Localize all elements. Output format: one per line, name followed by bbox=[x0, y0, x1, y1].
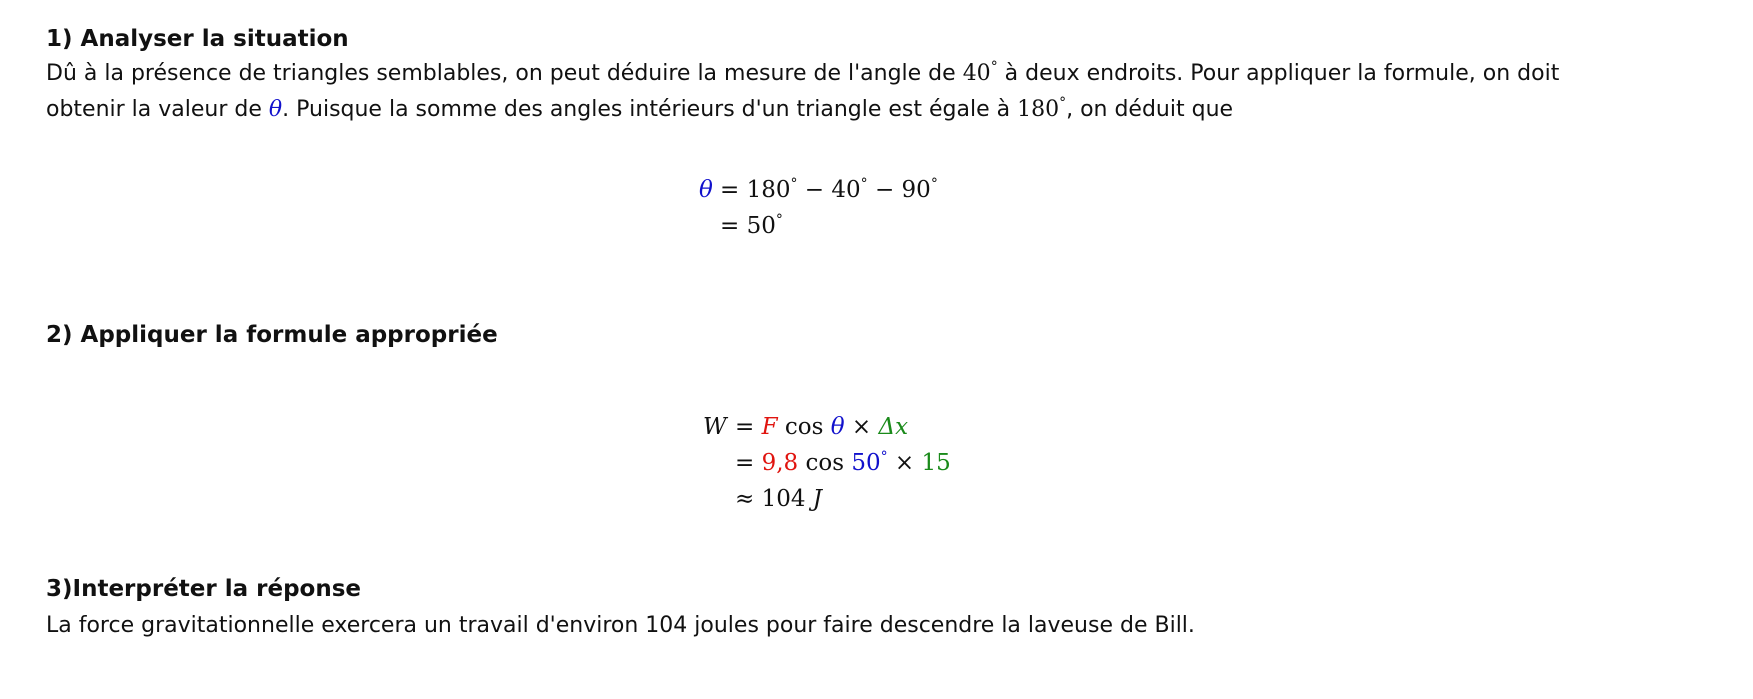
step1-heading: 1) Analyser la situation bbox=[46, 26, 349, 52]
work-equation-rhs-1: = F cos θ × Δx bbox=[735, 414, 909, 440]
theta-equation-rhs-1: = 180° − 40° − 90° bbox=[720, 176, 938, 203]
work-equation-rhs-3: ≈ 104 J bbox=[735, 486, 823, 512]
force-value: 9,8 bbox=[761, 450, 799, 476]
step1-section bbox=[46, 24, 1706, 128]
step1-angle-180: 180° bbox=[1017, 95, 1067, 122]
theta-symbol-2: θ bbox=[830, 414, 845, 440]
force-symbol: F bbox=[761, 414, 778, 440]
displacement-value: 15 bbox=[921, 450, 951, 476]
joule-unit: J bbox=[812, 486, 823, 512]
angle-value: 50° bbox=[851, 449, 888, 476]
step3-heading: 3)Interpréter la réponse bbox=[46, 576, 362, 602]
step1-angle-40: 40° bbox=[962, 59, 998, 86]
step1-paragraph bbox=[46, 56, 1706, 128]
step3-section bbox=[46, 574, 1706, 644]
step1-line2-middle: . Puisque la somme des angles intérieurs d'un triangle est égale à bbox=[282, 97, 1018, 122]
step1-line2-tail: , on déduit que bbox=[1066, 97, 1234, 122]
theta-symbol: θ bbox=[268, 97, 283, 122]
step1-line2-text: obtenir la valeur de bbox=[46, 97, 269, 122]
theta-equation-rhs-2: = 50° bbox=[720, 212, 783, 239]
step2-section bbox=[46, 320, 1706, 350]
step2-heading: 2) Appliquer la formule appropriée bbox=[46, 322, 498, 348]
step3-paragraph: La force gravitationnelle exercera un travail d'environ 104 joules pour faire descendre la laveuse de Bill. bbox=[46, 613, 1195, 638]
displacement-symbol: Δx bbox=[878, 414, 909, 440]
theta-equation-lhs: θ bbox=[699, 177, 713, 203]
step1-line1-text: Dû à la présence de triangles semblables, on peut déduire la mesure de l'angle de bbox=[46, 61, 963, 86]
work-symbol: W bbox=[703, 414, 727, 440]
work-equation-rhs-2: = 9,8 cos 50° × 15 bbox=[735, 449, 951, 476]
step1-line1-tail: à deux endroits. Pour appliquer la formule, on doit bbox=[997, 61, 1560, 86]
